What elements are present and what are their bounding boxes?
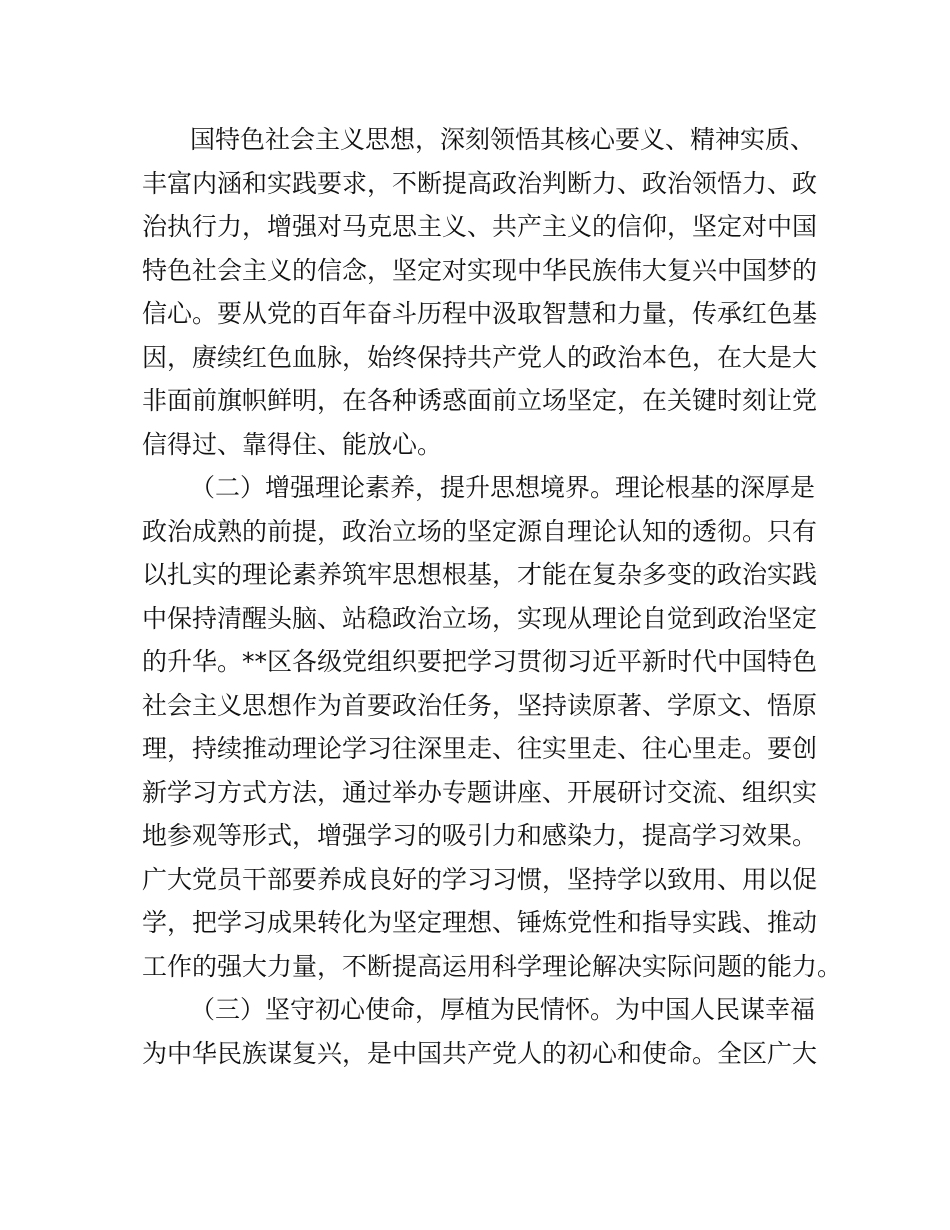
- text-line: 新学习方式方法，通过举办专题讲座、开展研讨交流、组织实: [142, 777, 818, 807]
- text-line: 政治成熟的前提，政治立场的坚定源自理论认知的透彻。只有: [142, 516, 818, 546]
- text-line: 因，赓续红色血脉，始终保持共产党人的政治本色，在大是大: [142, 342, 818, 372]
- text-line: 地参观等形式，增强学习的吸引力和感染力，提高学习效果。: [142, 821, 818, 850]
- text-line: 中保持清醒头脑、站稳政治立场，实现从理论自觉到政治坚定: [142, 603, 818, 633]
- text-line: 国特色社会主义思想，深刻领悟其核心要义、精神实质、: [190, 125, 816, 154]
- text-line: 工作的强大力量，不断提高运用科学理论解决实际问题的能力。: [142, 951, 843, 981]
- text-line: 以扎实的理论素养筑牢思想根基，才能在复杂多变的政治实践: [142, 560, 818, 589]
- text-line: 社会主义思想作为首要政治任务，坚持读原著、学原文、悟原: [142, 690, 818, 720]
- text-line: 学，把学习成果转化为坚定理想、锤炼党性和指导实践、推动: [142, 908, 818, 937]
- text-line: 非面前旗帜鲜明，在各种诱惑面前立场坚定，在关键时刻让党: [142, 386, 818, 415]
- text-line: 的升华。**区各级党组织要把学习贯彻习近平新时代中国特色: [142, 647, 818, 676]
- section-heading-line: （二）增强理论素养，提升思想境界。理论根基的深厚是: [190, 473, 816, 502]
- text-line: 丰富内涵和实践要求，不断提高政治判断力、政治领悟力、政: [142, 168, 818, 198]
- paragraph-2: [142, 466, 843, 988]
- text-line: 特色社会主义的信念，坚定对实现中华民族伟大复兴中国梦的: [142, 255, 818, 285]
- text-line: 信得过、靠得住、能放心。: [142, 429, 443, 459]
- text-line: 为中华民族谋复兴，是中国共产党人的初心和使命。全区广大: [142, 1038, 818, 1068]
- text-line: 信心。要从党的百年奋斗历程中汲取智慧和力量，传承红色基: [142, 299, 818, 328]
- text-line: 理，持续推动理论学习往深里走、往实里走、往心里走。要创: [142, 734, 818, 763]
- paragraph-3: [142, 988, 822, 1075]
- section-heading-line: （三）坚守初心使命，厚植为民情怀。为中国人民谋幸福: [190, 995, 816, 1024]
- text-line: 广大党员干部要养成良好的学习习惯，坚持学以致用、用以促: [142, 864, 818, 894]
- text-line: 治执行力，增强对马克思主义、共产主义的信仰，坚定对中国: [142, 212, 818, 241]
- paragraph-1: [142, 118, 822, 466]
- document-body: [142, 118, 843, 1075]
